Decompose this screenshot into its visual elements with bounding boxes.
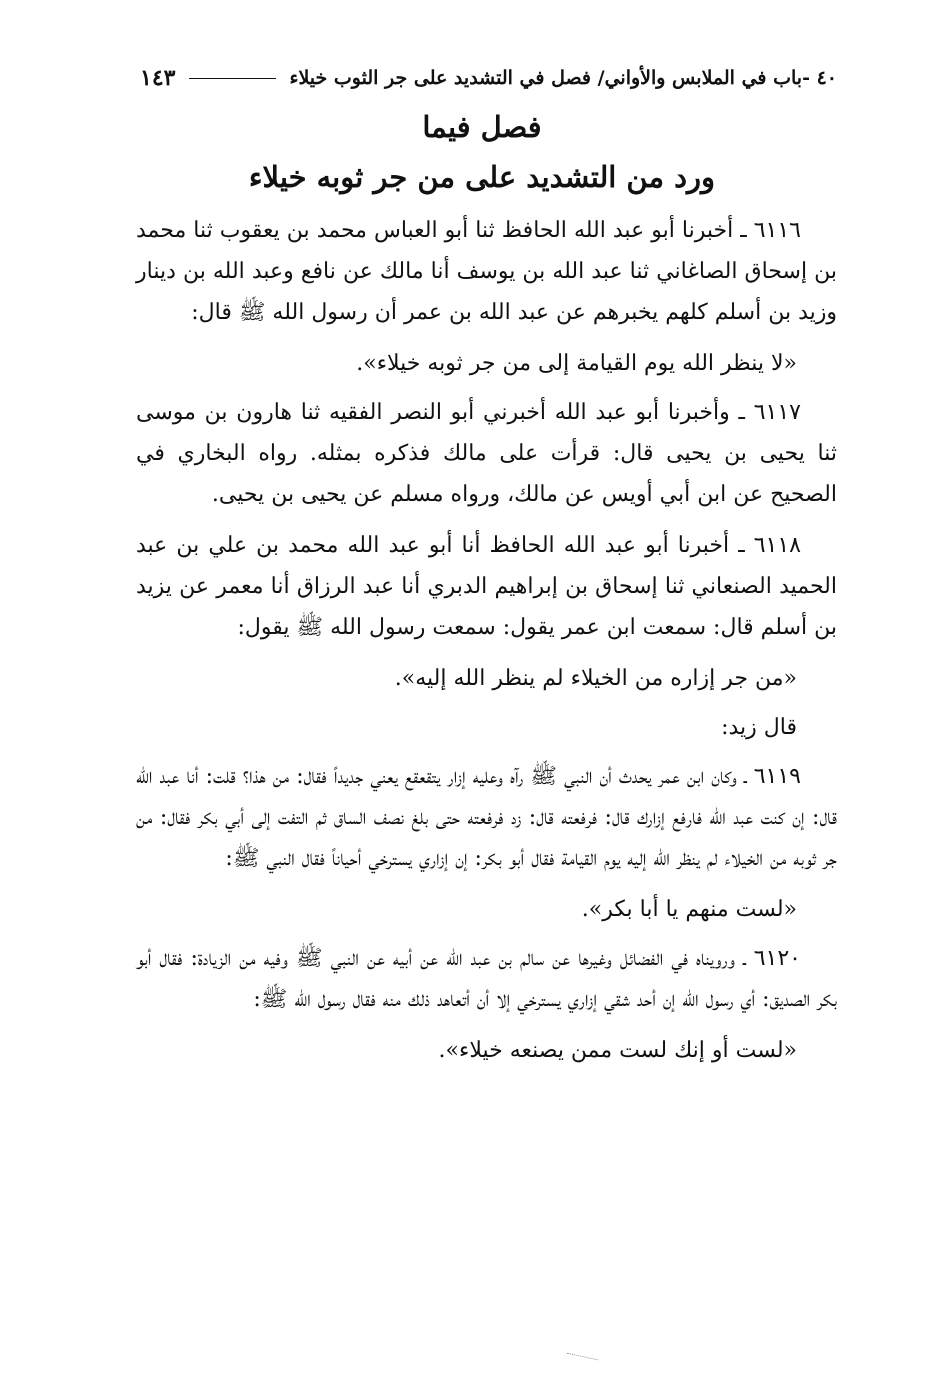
prophetic-quote-1: «لا ينظر الله يوم القيامة إلى من جر ثوبه خيلاء». [356, 351, 797, 376]
section-title-line-1: فصل فيما [422, 110, 542, 144]
scan-mark [566, 1353, 599, 1367]
narrator-line: قال زيد: [721, 715, 797, 740]
header-rule [189, 78, 275, 79]
hadith-6120: ٦١٢٠ ـ ورويناه في الفضائل وغيرها عن سالم بن عبد الله عن أبيه عن النبي ﷺ وفيه من الزيادة: فقال أبو بكر الصديق: أي رسول الله إن أحد شقي إزاري يسترخي إلا أن أتعاهد ذلك منه فقال رسول الله ﷺ: [136, 946, 837, 1012]
hadith-6116: ٦١١٦ ـ أخبرنا أبو عبد الله الحافظ ثنا أبو العباس محمد بن يعقوب ثنا محمد بن إسحاق الصاغاني ثنا عبد الله بن يوسف أنا مالك عن نافع وعبد الله بن دينار وزيد بن أسلم كلهم يخبرهم عن عبد الله بن عمر أن رسول الله ﷺ قال: [136, 218, 837, 325]
page-number: ١٤٣ [140, 65, 176, 91]
section-title-line-2: ورد من التشديد على من جر ثوبه خيلاء [248, 160, 716, 194]
prophetic-quote-2: «من جر إزاره من الخيلاء لم ينظر الله إليه». [394, 666, 797, 691]
running-header [140, 58, 837, 98]
hadith-6118: ٦١١٨ ـ أخبرنا أبو عبد الله الحافظ أنا أبو عبد الله محمد بن علي بن عبد الحميد الصنعاني ثنا إسحاق بن إبراهيم الدبري أنا عبد الرزاق أنا معمر عن يزيد بن أسلم قال: سمعت ابن عمر يقول: سمعت رسول الله ﷺ يقول: [136, 533, 837, 640]
prophetic-quote-4: «لست أو إنك لست ممن يصنعه خيلاء». [438, 1038, 797, 1063]
hadith-6119: ٦١١٩ ـ وكان ابن عمر يحدث أن النبي ﷺ رآه وعليه إزار يتقعقع يعني جديداً فقال: من هذا؟ قلت: أنا عبد الله قال: إن كنت عبد الله فارفع إزارك قال: فرفعته قال: زد فرفعته حتى بلغ نصف الساق ثم التفت إلى أبي بكر فقال: من جر ثوبه من الخيلاء لم ينظر الله إليه يوم القيامة فقال أبو بكر: إن إزاري يسترخي أحياناً فقال النبي ﷺ: [136, 764, 837, 871]
prophetic-quote-3: «لست منهم يا أبا بكر». [581, 897, 797, 922]
running-title: ٤٠ -باب في الملابس والأواني/ فصل في التشديد على جر الثوب خيلاء [289, 67, 837, 89]
page-body [136, 210, 837, 1079]
hadith-6117: ٦١١٧ ـ وأخبرنا أبو عبد الله أخبرني أبو النصر الفقيه ثنا هارون بن موسى ثنا يحيى بن يحيى قال: قرأت على مالك فذكره بمثله. رواه البخاري في الصحيح عن ابن أبي أويس عن مالك، ورواه مسلم عن يحيى بن يحيى. [136, 400, 837, 507]
